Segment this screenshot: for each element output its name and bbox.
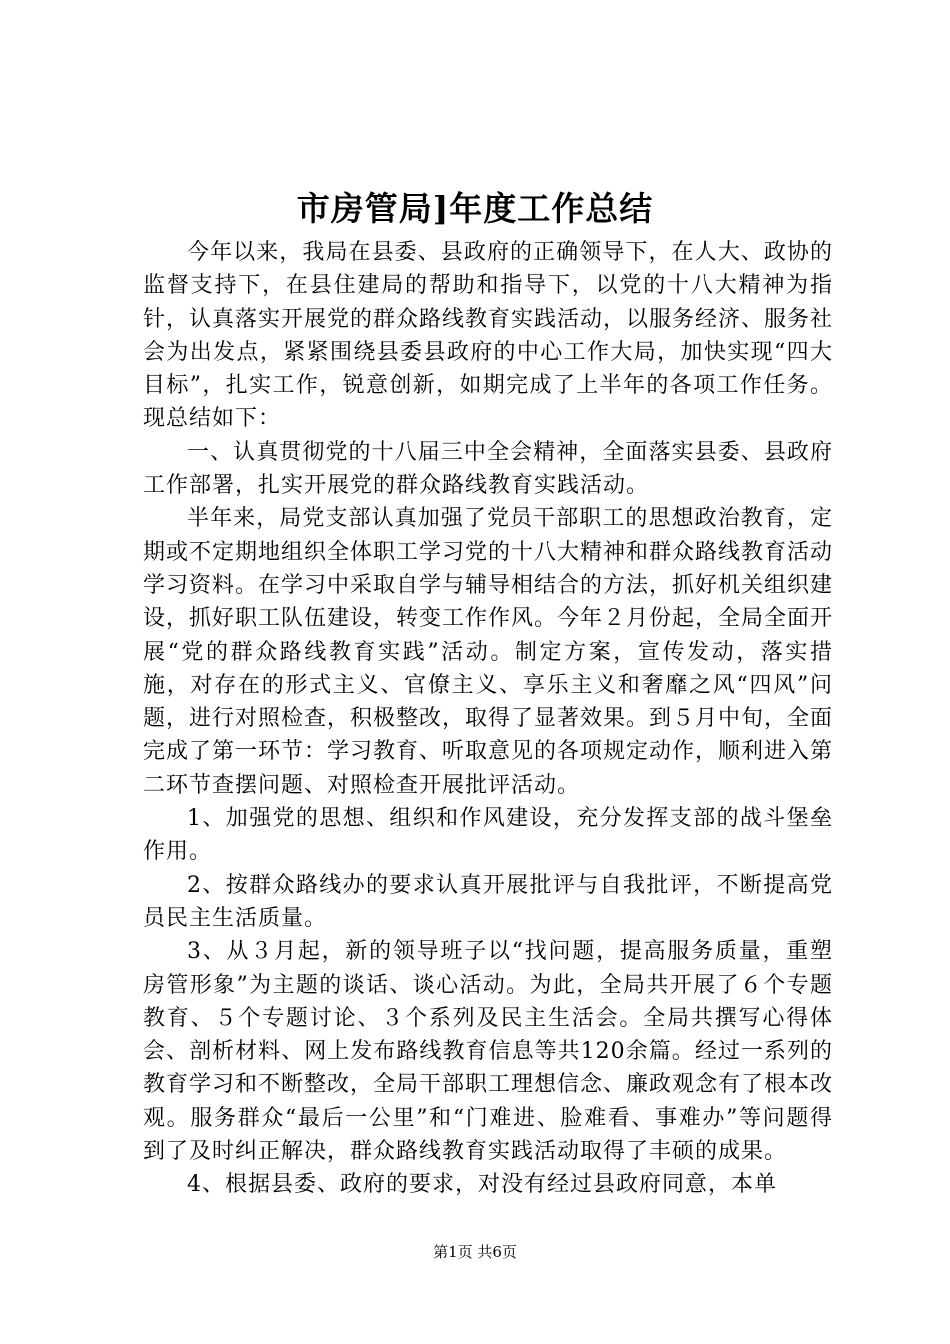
paragraph-item-1: 1、加强党的思想、组织和作风建设，充分发挥支部的战斗堡垒作用。 [143,806,833,865]
paragraph-half-year-summary: 半年来，局党支部认真加强了党员干部职工的思想政治教育，定期或不定期地组织全体职工学习党的十八大精神和群众路线教育活动学习资料。在学习中采取自学与辅导相结合的方法，抓好机关组织建设，抓好职工队伍建设，转变工作作风。今年２月份起，全局全面开展“党的群众路线教育实践”活动。制定方案，宣传发动，落实措施，对存在的形式主义、官僚主义、享乐主义和奢靡之风“四风”问题，进行对照检查，积极整改，取得了显著效果。到５月中旬，全面完成了第一环节：学习教育、听取意见的各项规定动作，顺利进入第二环节查摆问题、对照检查开展批评活动。 [143,506,834,798]
document-body [143,236,833,1202]
paragraph-item-3: 3、从３月起，新的领导班子以“找问题，提高服务质量，重塑房管形象”为主题的谈话、谈心活动。为此，全局共开展了６个专题教育、５个专题讨论、３个系列及民主生活会。全局共撰写心得体会、剖析材料、网上发布路线教育信息等共120余篇。经过一系列的教育学习和不断整改，全局干部职工理想信念、廉政观念有了根本改观。服务群众“最后一公里”和“门难进、脸难看、事难办”等问题得到了及时纠正解决，群众路线教育实践活动取得了丰硕的成果。 [143,939,834,1165]
paragraph-intro: 今年以来，我局在县委、县政府的正确领导下，在人大、政协的监督支持下，在县住建局的帮助和指导下，以党的十八大精神为指针，认真落实开展党的群众路线教育实践活动，以服务经济、服务社会为出发点，紧紧围绕县委县政府的中心工作大局，加快实现“四大目标”，扎实工作，锐意创新，如期完成了上半年的各项工作任务。现总结如下： [143,240,834,432]
document-title: 市房管局]年度工作总结 [296,189,654,228]
page-number-footer: 第1页 共6页 [433,1243,517,1261]
paragraph-section-1-heading: 一、认真贯彻党的十八届三中全会精神，全面落实县委、县政府工作部署，扎实开展党的群众路线教育实践活动。 [143,439,833,499]
paragraph-item-4: 4、根据县委、政府的要求，对没有经过县政府同意，本单 [187,1172,777,1198]
paragraph-item-2: 2、按群众路线办的要求认真开展批评与自我批评，不断提高党员民主生活质量。 [143,872,833,931]
